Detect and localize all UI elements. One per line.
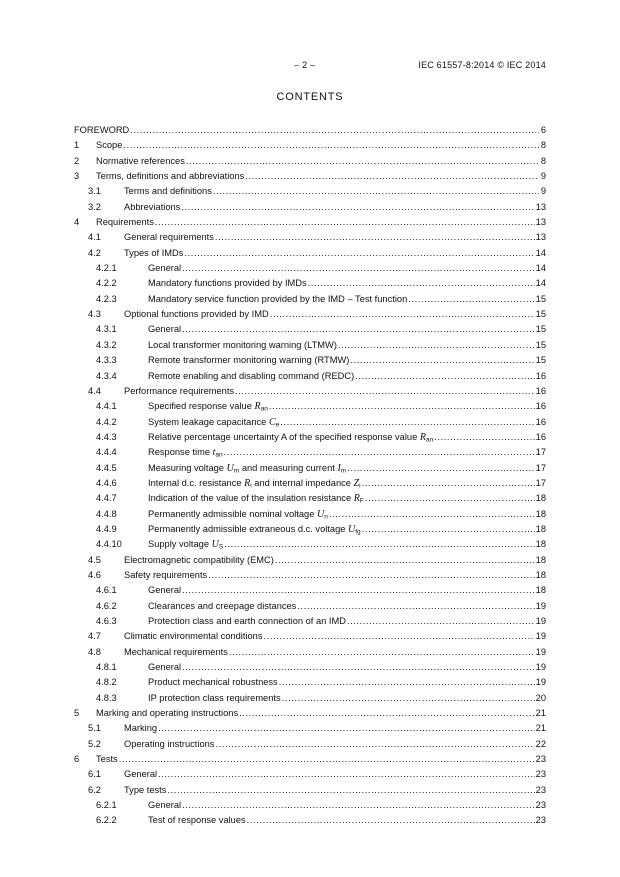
- page-number: – 2 –: [294, 60, 316, 70]
- toc-entry-title-text: Abbreviations: [124, 201, 181, 212]
- dot-leader: [181, 200, 534, 215]
- toc-entry[interactable]: [74, 338, 546, 353]
- toc-entry-title: [148, 798, 181, 813]
- toc-entry-page: 18: [535, 523, 546, 534]
- toc-entry-page: 15: [535, 324, 546, 335]
- toc-entry-page: 13: [535, 232, 546, 243]
- dot-leader: [215, 230, 535, 245]
- toc-entry-page: 15: [535, 309, 546, 320]
- toc-entry-number: 6.2: [88, 784, 101, 795]
- toc-entry-number: 4.2: [88, 247, 101, 258]
- toc-entry[interactable]: [74, 154, 546, 169]
- toc-entry-symbol-subscript: an: [215, 451, 223, 459]
- toc-entry[interactable]: [74, 675, 546, 690]
- toc-entry-page: 18: [535, 569, 546, 580]
- toc-entry-title: [148, 614, 346, 629]
- toc-entry-title-text: Local transformer monitoring warning (LTMW): [148, 339, 337, 350]
- toc-entry-page: 16: [535, 431, 546, 442]
- toc-entry-page: 6: [540, 125, 546, 135]
- dot-leader: [280, 415, 534, 430]
- toc-entry-page: 23: [535, 815, 546, 826]
- toc-entry-number: 4.4: [88, 385, 101, 396]
- toc-entry-number: 4.8: [88, 646, 101, 657]
- toc-entry[interactable]: [74, 721, 546, 736]
- toc-entry-title: [124, 184, 212, 199]
- toc-entry[interactable]: [74, 798, 546, 813]
- toc-entry-title: [148, 675, 278, 690]
- toc-entry-symbol-subscript: i: [359, 482, 361, 490]
- toc-entry[interactable]: [74, 169, 546, 184]
- toc-entry[interactable]: [74, 813, 546, 828]
- toc-entry[interactable]: [74, 246, 546, 261]
- dot-leader: [158, 767, 535, 782]
- toc-entry[interactable]: [74, 276, 546, 291]
- dot-leader: [362, 522, 535, 537]
- toc-entry-page: 17: [535, 462, 546, 473]
- toc-entry-title: [148, 369, 354, 384]
- toc-entry-page: 23: [535, 754, 546, 765]
- toc-entry-symbol: R: [419, 431, 426, 443]
- toc-entry-number: 4.7: [88, 631, 101, 642]
- toc-entry[interactable]: [74, 292, 546, 307]
- toc-entry-page: 19: [535, 616, 546, 626]
- dot-leader: [270, 307, 535, 322]
- toc-entry-number: 3.1: [88, 186, 101, 197]
- toc-entry-title-text: Test of response values: [148, 815, 246, 826]
- toc-entry-symbol-subscript: m: [340, 467, 347, 475]
- toc-entry-title-text: Terms and definitions: [124, 186, 212, 197]
- dot-leader: [347, 461, 534, 476]
- dot-leader: [245, 169, 539, 184]
- toc-entry[interactable]: [74, 537, 546, 552]
- toc-entry-title: [96, 154, 185, 169]
- toc-entry-page: 15: [535, 355, 546, 366]
- toc-entry-number: 4.2.1: [96, 263, 117, 274]
- dot-leader: [239, 706, 535, 721]
- toc-entry-number: 4.2.3: [96, 293, 117, 304]
- dot-leader: [182, 261, 535, 276]
- toc-entry-title: [96, 752, 118, 767]
- toc-entry-title-text: Scope: [96, 140, 123, 151]
- dot-leader: [229, 645, 535, 660]
- toc-entry-title-text: Supply voltage: [148, 539, 209, 550]
- toc-entry-page: 18: [535, 539, 546, 550]
- toc-entry-page: 18: [535, 508, 546, 519]
- dot-leader: [167, 783, 534, 798]
- toc-entry-title: [124, 553, 274, 568]
- toc-entry-number: 4.3.1: [96, 324, 117, 335]
- toc-entry[interactable]: [74, 215, 546, 230]
- toc-entry-title-text: General: [148, 263, 182, 274]
- dot-leader: [282, 691, 535, 706]
- toc-entry-title: [148, 276, 307, 291]
- toc-entry-title-text: Mandatory functions provided by IMDs: [148, 278, 307, 289]
- dot-leader: [347, 614, 535, 629]
- toc-entry-number: 4.6: [88, 569, 101, 580]
- toc-entry-title: [96, 138, 122, 153]
- toc-entry-number: 2: [74, 155, 80, 166]
- toc-entry-title-text: Climatic environmental conditions: [124, 631, 263, 642]
- toc-entry-title-text: Terms, definitions and abbreviations: [96, 171, 245, 182]
- toc-entry-title-text: Normative references: [96, 155, 185, 166]
- toc-entry-title-text: Response time: [148, 447, 211, 458]
- dot-leader: [224, 537, 534, 552]
- dot-leader: [130, 123, 539, 138]
- toc-entry-title-text: General: [148, 585, 182, 596]
- dot-leader: [329, 507, 535, 522]
- toc-entry-page: 19: [535, 646, 546, 657]
- toc-entry[interactable]: [74, 614, 546, 629]
- toc-entry-page: 18: [535, 493, 546, 504]
- toc-entry-symbol-subscript: n: [324, 513, 328, 521]
- toc-entry-title: [148, 583, 181, 598]
- contents-title: CONTENTS: [276, 91, 344, 103]
- toc-entry-number: 4.3.3: [96, 355, 117, 366]
- toc-entry-symbol: C: [268, 416, 276, 428]
- toc-entry[interactable]: [74, 752, 546, 767]
- dot-leader: [186, 154, 539, 169]
- dot-leader: [350, 353, 534, 368]
- toc-entry-title-text: General: [148, 324, 182, 335]
- toc-entry-title-text: System leakage capacitance: [148, 416, 267, 427]
- toc-entry-page: 19: [535, 677, 546, 688]
- toc-entry-title-text: Types of IMDs: [124, 247, 184, 258]
- toc-entry-title-text: IP protection class requirements: [148, 692, 281, 703]
- toc-entry-number: 6: [74, 754, 80, 765]
- dot-leader: [155, 215, 535, 230]
- toc-entry-symbol-subscript: an: [260, 405, 268, 413]
- toc-entry-title-text: Type tests: [124, 784, 167, 795]
- toc-entry-page: 18: [535, 554, 546, 565]
- toc-entry-title-text: Safety requirements: [124, 569, 208, 580]
- toc-entry[interactable]: [74, 783, 546, 798]
- toc-entry-symbol: U: [317, 508, 325, 520]
- toc-entry-title-text: Performance requirements: [124, 385, 235, 396]
- toc-entry[interactable]: [74, 660, 546, 675]
- toc-entry[interactable]: [74, 476, 546, 491]
- toc-entry-title: [124, 384, 234, 399]
- toc-entry-number: 4.4.1: [96, 401, 117, 412]
- dot-leader: [224, 445, 535, 460]
- toc-entry-title-text: Clearances and creepage distances: [148, 600, 297, 611]
- toc-entry-page: 22: [535, 738, 546, 749]
- toc-entry-symbol-subscript: i: [250, 482, 252, 490]
- toc-entry-page: 19: [535, 662, 546, 673]
- toc-entry-number: 4.4.9: [96, 523, 117, 534]
- toc-entry[interactable]: [74, 629, 546, 644]
- toc-entry-number: 4.6.1: [96, 585, 117, 596]
- toc-entry-title-text: Electromagnetic compatibility (EMC): [124, 554, 274, 565]
- toc-entry[interactable]: [74, 430, 546, 445]
- toc-entry-title: [124, 721, 157, 736]
- toc-entry-title-text: Optional functions provided by IMD: [124, 309, 269, 320]
- toc-entry-page: 13: [535, 201, 546, 212]
- toc-entry-symbol-subscript: F: [359, 497, 364, 505]
- toc-entry-page: 23: [535, 769, 546, 780]
- toc-entry-title-text: Mechanical requirements: [124, 646, 228, 657]
- dot-leader: [297, 599, 534, 614]
- dot-leader: [365, 491, 535, 506]
- toc-entry-page: 19: [535, 631, 546, 642]
- toc-entry-symbol: U: [211, 539, 219, 551]
- toc-entry-number: 4.4.7: [96, 493, 117, 504]
- toc-entry-page: 9: [540, 171, 546, 182]
- toc-entry-title: [148, 813, 246, 828]
- toc-entry-title-text: Tests: [96, 754, 118, 765]
- toc-entry-symbol: R: [244, 477, 251, 489]
- toc-entry-page: 16: [535, 401, 546, 412]
- toc-entry[interactable]: [74, 123, 546, 138]
- dot-leader: [184, 246, 534, 261]
- toc-entry-page: 16: [535, 385, 546, 396]
- dot-leader: [263, 629, 534, 644]
- toc-entry-page: 23: [535, 784, 546, 795]
- toc-entry[interactable]: [74, 322, 546, 337]
- dot-leader: [308, 276, 535, 291]
- toc-entry-title-text: Remote transformer monitoring warning (RTMW): [148, 355, 350, 366]
- toc-entry-symbol: t: [212, 447, 216, 459]
- toc-entry-title-text: Requirements: [96, 217, 154, 228]
- toc-entry-title: [124, 230, 214, 245]
- toc-entry-page: 14: [535, 278, 546, 289]
- toc-entry[interactable]: [74, 261, 546, 276]
- toc-entry-title-text: General requirements: [124, 232, 214, 243]
- toc-entry-title: [96, 169, 244, 184]
- toc-entry[interactable]: [74, 200, 546, 215]
- toc-entry-symbol-subscript: fg: [355, 528, 361, 536]
- toc-entry-title-text: and internal impedance: [254, 477, 351, 488]
- toc-entry-page: 19: [535, 600, 546, 611]
- toc-entry[interactable]: [74, 599, 546, 614]
- toc-entry[interactable]: [74, 691, 546, 706]
- toc-entry-symbol-subscript: S: [218, 543, 224, 551]
- dot-leader: [208, 568, 534, 583]
- dot-leader: [355, 369, 534, 384]
- toc-entry[interactable]: [74, 507, 546, 522]
- toc-entry[interactable]: [74, 706, 546, 721]
- dot-leader: [182, 660, 535, 675]
- toc-entry-title: [148, 599, 296, 614]
- toc-entry-title-text: Permanently admissible nominal voltage: [148, 508, 315, 519]
- toc-entry-number: 4.8.1: [96, 662, 117, 673]
- toc-entry-page: 15: [535, 293, 546, 304]
- toc-entry-title: [96, 706, 238, 721]
- dot-leader: [182, 583, 535, 598]
- dot-leader: [247, 813, 535, 828]
- toc-entry-number: 4.1: [88, 232, 101, 243]
- toc-entry-title-text: and measuring current: [241, 462, 335, 473]
- toc-entry-number: 4.4.10: [96, 539, 122, 550]
- toc-entry[interactable]: [74, 415, 546, 430]
- toc-entry-number: 4.5: [88, 554, 101, 565]
- toc-entry-number: 5.2: [88, 738, 101, 749]
- toc-entry-page: 14: [535, 247, 546, 258]
- toc-entry[interactable]: [74, 583, 546, 598]
- dot-leader: [279, 675, 535, 690]
- dot-leader: [158, 721, 535, 736]
- toc-entry[interactable]: [74, 445, 546, 460]
- toc-entry-title-text: Product mechanical robustness: [148, 677, 278, 688]
- toc-entry-title-text: Mandatory service function provided by the IMD – Test function: [148, 293, 408, 304]
- toc-entry-number: 4.4.8: [96, 508, 117, 519]
- toc-entry[interactable]: [74, 184, 546, 199]
- toc-entry-title: [124, 645, 228, 660]
- dot-leader: [338, 338, 535, 353]
- toc-entry-title: [96, 215, 154, 230]
- toc-entry-number: 4.6.2: [96, 600, 117, 611]
- toc-entry-number: 4.8.2: [96, 677, 117, 688]
- toc-entry-number: 4.3.2: [96, 339, 117, 350]
- toc-entry-title-text: General: [148, 800, 182, 811]
- toc-entry-title-text: Protection class and earth connection of an IMD: [148, 616, 346, 626]
- toc-entry-title: [124, 737, 214, 752]
- toc-entry-number: 4.4.6: [96, 477, 117, 488]
- dot-leader: [275, 553, 535, 568]
- toc-entry-page: 21: [535, 723, 546, 734]
- toc-entry-title: [148, 338, 337, 353]
- toc-entry-title-text: Marking: [124, 723, 158, 734]
- toc-entry-symbol: R: [254, 401, 261, 413]
- toc-entry-page: 16: [535, 416, 546, 427]
- toc-entry-title: [148, 292, 407, 307]
- toc-entry-page: 21: [535, 708, 546, 719]
- dot-leader: [434, 430, 534, 445]
- toc-entry-symbol: R: [353, 493, 360, 505]
- toc-entry-title: [148, 660, 181, 675]
- toc-entry-symbol-subscript: m: [233, 467, 240, 475]
- toc-entry-title-text: Remote enabling and disabling command (REDC): [148, 370, 355, 381]
- toc-entry[interactable]: [74, 307, 546, 322]
- toc-entry[interactable]: [74, 737, 546, 752]
- toc-entry[interactable]: [74, 369, 546, 384]
- toc-entry-title: [148, 353, 349, 368]
- toc-entry-title: [74, 123, 129, 138]
- toc-entry-title: [124, 307, 269, 322]
- toc-entry-number: 4.3: [88, 309, 101, 320]
- toc-entry-number: 4.4.4: [96, 447, 117, 458]
- dot-leader: [362, 476, 535, 491]
- toc-entry-number: 4.4.2: [96, 416, 117, 427]
- dot-leader: [269, 399, 535, 414]
- toc-entry-number: 4.8.3: [96, 692, 117, 703]
- toc-entry-page: 23: [535, 800, 546, 811]
- toc-entry-symbol-subscript: an: [425, 436, 434, 444]
- toc-entry-title: [124, 200, 180, 215]
- dot-leader: [215, 737, 534, 752]
- toc-entry[interactable]: [74, 384, 546, 399]
- toc-entry-number: 3.2: [88, 201, 101, 212]
- toc-entry-title: [148, 691, 281, 706]
- toc-entry-page: 8: [540, 155, 546, 166]
- dot-leader: [408, 292, 534, 307]
- toc-entry-number: 6.1: [88, 769, 101, 780]
- dot-leader: [119, 752, 535, 767]
- toc-entry-title-text: Measuring voltage: [148, 462, 224, 473]
- toc-entry[interactable]: [74, 553, 546, 568]
- toc-entry-page: 18: [535, 585, 546, 596]
- toc-entry-page: 17: [535, 447, 546, 458]
- standard-reference: IEC 61557-8:2014 © IEC 2014: [418, 60, 546, 70]
- toc-entry-number: 6.2.1: [96, 800, 117, 811]
- dot-leader: [235, 384, 535, 399]
- toc-entry-page: 14: [535, 263, 546, 274]
- toc-entry-number: 4.3.4: [96, 370, 117, 381]
- toc-entry-page: 15: [535, 339, 546, 350]
- toc-entry-title: [148, 261, 181, 276]
- toc-entry-title-text: FOREWORD: [74, 125, 130, 135]
- toc-entry-symbol: Z: [353, 477, 360, 489]
- toc-entry-page: 9: [540, 186, 546, 197]
- toc-entry[interactable]: [74, 138, 546, 153]
- toc-entry-title-text: Indication of the value of the insulation resistance: [148, 493, 352, 504]
- toc-entry-title: [124, 783, 166, 798]
- toc-entry-symbol: U: [348, 523, 356, 535]
- toc-entry-page: 20: [535, 692, 546, 703]
- toc-entry-number: 4.2.2: [96, 278, 117, 289]
- toc-entry-title-text: Internal d.c. resistance: [148, 477, 242, 488]
- toc-entry[interactable]: [74, 767, 546, 782]
- toc-entry[interactable]: [74, 399, 546, 414]
- toc-entry[interactable]: [74, 568, 546, 583]
- dot-leader: [182, 798, 535, 813]
- dot-leader: [213, 184, 539, 199]
- toc-entry-title-text: Operating instructions: [124, 738, 215, 749]
- dot-leader: [182, 322, 535, 337]
- toc-entry[interactable]: [74, 230, 546, 245]
- table-of-contents: [74, 123, 546, 829]
- toc-entry-title-text: Specified response value: [148, 401, 252, 412]
- toc-entry-title-text: Relative percentage uncertainty A of the specified response value: [148, 431, 418, 442]
- toc-entry-number: 6.2.2: [96, 815, 117, 826]
- toc-entry-title: [124, 568, 207, 583]
- toc-entry-title-text: General: [148, 662, 182, 673]
- toc-entry[interactable]: [74, 522, 546, 537]
- toc-entry-number: 4.4.3: [96, 431, 117, 442]
- toc-entry-symbol: U: [226, 462, 234, 474]
- toc-entry-number: 4.4.5: [96, 462, 117, 473]
- dot-leader: [123, 138, 539, 153]
- toc-entry-page: 13: [535, 217, 546, 228]
- toc-entry-number: 5.1: [88, 723, 101, 734]
- toc-entry-page: 16: [535, 370, 546, 381]
- toc-entry-symbol-subscript: e: [275, 421, 280, 429]
- toc-entry-number: 1: [74, 140, 80, 151]
- toc-entry-title: [124, 767, 157, 782]
- toc-entry-number: 4.6.3: [96, 616, 117, 626]
- toc-entry-title-text: Marking and operating instructions: [96, 708, 239, 719]
- toc-entry-title: [148, 322, 181, 337]
- toc-entry-title: [124, 246, 183, 261]
- toc-entry-page: 8: [540, 140, 546, 151]
- toc-entry[interactable]: [74, 461, 546, 476]
- toc-entry[interactable]: [74, 353, 546, 368]
- toc-entry-title: [124, 629, 262, 644]
- toc-entry-symbol: I: [337, 462, 341, 474]
- toc-entry-title-text: Permanently admissible extraneous d.c. voltage: [148, 523, 346, 534]
- toc-entry-number: 3: [74, 171, 80, 182]
- toc-entry[interactable]: [74, 491, 546, 506]
- toc-entry-number: 4: [74, 217, 80, 228]
- toc-entry-title-text: General: [124, 769, 158, 780]
- toc-entry-page: 17: [535, 477, 546, 488]
- toc-entry-number: 5: [74, 708, 80, 719]
- toc-entry[interactable]: [74, 645, 546, 660]
